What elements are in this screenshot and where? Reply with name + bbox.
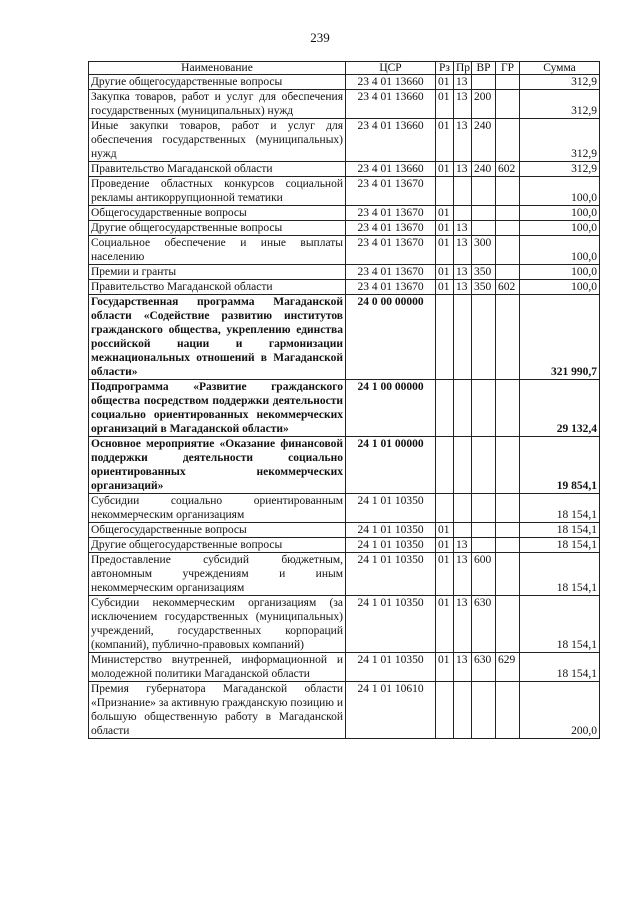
cell-csr: 23 4 01 13670: [346, 280, 436, 295]
cell-pr: [454, 206, 472, 221]
cell-sum: 321 990,7: [520, 295, 600, 380]
cell-csr: 23 4 01 13660: [346, 162, 436, 177]
cell-pr: 13: [454, 653, 472, 682]
cell-rz: [436, 380, 454, 437]
cell-vr: 200: [472, 90, 496, 119]
cell-csr: 24 1 01 00000: [346, 437, 436, 494]
cell-vr: [472, 177, 496, 206]
cell-vr: 350: [472, 265, 496, 280]
cell-name: Субсидии некоммерческим организациям (за исключением государственных (муниципальных) учреждений, государственных корпораций (компаний), публично-правовых компаний): [89, 596, 346, 653]
cell-sum: 100,0: [520, 280, 600, 295]
page-number: 239: [310, 30, 330, 45]
header-sum: Сумма: [520, 62, 600, 75]
cell-gr: [496, 221, 520, 236]
cell-csr: 23 4 01 13660: [346, 90, 436, 119]
cell-vr: [472, 682, 496, 739]
cell-name: Другие общегосударственные вопросы: [89, 538, 346, 553]
cell-pr: 13: [454, 90, 472, 119]
cell-gr: [496, 682, 520, 739]
cell-vr: [472, 75, 496, 90]
cell-gr: [496, 380, 520, 437]
cell-csr: 24 1 01 10610: [346, 682, 436, 739]
table-row: [89, 380, 600, 437]
cell-pr: [454, 295, 472, 380]
cell-rz: 01: [436, 538, 454, 553]
cell-vr: [472, 295, 496, 380]
cell-gr: [496, 538, 520, 553]
cell-rz: 01: [436, 265, 454, 280]
cell-rz: 01: [436, 206, 454, 221]
header-pr: Пр: [454, 62, 472, 75]
cell-rz: 01: [436, 596, 454, 653]
cell-gr: [496, 119, 520, 162]
cell-csr: 24 1 01 10350: [346, 494, 436, 523]
table-row: [89, 653, 600, 682]
cell-rz: [436, 682, 454, 739]
cell-sum: 100,0: [520, 221, 600, 236]
cell-name: Общегосударственные вопросы: [89, 523, 346, 538]
cell-rz: 01: [436, 162, 454, 177]
cell-sum: 100,0: [520, 206, 600, 221]
cell-sum: 312,9: [520, 119, 600, 162]
cell-csr: 24 1 00 00000: [346, 380, 436, 437]
cell-vr: 300: [472, 236, 496, 265]
cell-csr: 23 4 01 13670: [346, 265, 436, 280]
cell-gr: [496, 596, 520, 653]
cell-gr: [496, 295, 520, 380]
table-row: [89, 162, 600, 177]
cell-rz: 01: [436, 280, 454, 295]
table-row: [89, 437, 600, 494]
table-row: [89, 119, 600, 162]
cell-csr: 24 1 01 10350: [346, 596, 436, 653]
cell-name: Другие общегосударственные вопросы: [89, 221, 346, 236]
cell-gr: [496, 236, 520, 265]
cell-vr: [472, 538, 496, 553]
cell-csr: 24 1 01 10350: [346, 653, 436, 682]
header-vr: ВР: [472, 62, 496, 75]
cell-csr: 24 1 01 10350: [346, 553, 436, 596]
table-row: [89, 206, 600, 221]
budget-table: [88, 61, 600, 739]
cell-gr: 602: [496, 280, 520, 295]
cell-sum: 18 154,1: [520, 596, 600, 653]
cell-vr: [472, 380, 496, 437]
cell-rz: 01: [436, 236, 454, 265]
table-body: [89, 75, 600, 739]
cell-rz: [436, 437, 454, 494]
cell-pr: 13: [454, 596, 472, 653]
table-row: [89, 177, 600, 206]
cell-csr: 23 4 01 13670: [346, 236, 436, 265]
cell-name: Государственная программа Магаданской области «Содействие развитию институтов гражданского общества, укреплению единства российской нации и гармонизации межнациональных отношений в Магаданской области»: [89, 295, 346, 380]
cell-sum: 18 154,1: [520, 523, 600, 538]
cell-gr: [496, 265, 520, 280]
cell-sum: 18 154,1: [520, 553, 600, 596]
cell-pr: [454, 380, 472, 437]
cell-vr: [472, 206, 496, 221]
table-row: [89, 494, 600, 523]
cell-name: Премия губернатора Магаданской области «Признание» за активную гражданскую позицию и большую общественную работу в Магаданской области: [89, 682, 346, 739]
cell-rz: 01: [436, 90, 454, 119]
table-row: [89, 682, 600, 739]
cell-pr: [454, 523, 472, 538]
cell-vr: [472, 494, 496, 523]
table-row: [89, 553, 600, 596]
table-row: [89, 90, 600, 119]
cell-vr: 630: [472, 653, 496, 682]
cell-pr: 13: [454, 265, 472, 280]
cell-pr: 13: [454, 236, 472, 265]
cell-vr: 630: [472, 596, 496, 653]
cell-rz: 01: [436, 119, 454, 162]
cell-pr: 13: [454, 538, 472, 553]
cell-csr: 24 1 01 10350: [346, 523, 436, 538]
cell-sum: 100,0: [520, 265, 600, 280]
cell-name: Предоставление субсидий бюджетным, автономным учреждениям и иным некоммерческим организациям: [89, 553, 346, 596]
cell-name: Другие общегосударственные вопросы: [89, 75, 346, 90]
cell-name: Основное мероприятие «Оказание финансовой поддержки деятельности социально ориентированных некоммерческих организаций»: [89, 437, 346, 494]
cell-pr: 13: [454, 553, 472, 596]
cell-name: Министерство внутренней, информационной и молодежной политики Магаданской области: [89, 653, 346, 682]
table-row: [89, 523, 600, 538]
cell-gr: [496, 553, 520, 596]
cell-sum: 312,9: [520, 90, 600, 119]
cell-vr: 600: [472, 553, 496, 596]
cell-pr: 13: [454, 221, 472, 236]
cell-gr: [496, 75, 520, 90]
cell-name: Иные закупки товаров, работ и услуг для обеспечения государственных (муниципальных) нужд: [89, 119, 346, 162]
cell-gr: [496, 437, 520, 494]
table-row: [89, 75, 600, 90]
cell-pr: [454, 177, 472, 206]
table-row: [89, 538, 600, 553]
cell-sum: 29 132,4: [520, 380, 600, 437]
cell-rz: [436, 494, 454, 523]
cell-sum: 18 154,1: [520, 494, 600, 523]
table-row: [89, 221, 600, 236]
cell-csr: 23 4 01 13670: [346, 177, 436, 206]
cell-rz: 01: [436, 553, 454, 596]
cell-name: Подпрограмма «Развитие гражданского общества посредством поддержки деятельности социально ориентированных некоммерческих организаций в Магаданской области»: [89, 380, 346, 437]
cell-pr: [454, 494, 472, 523]
table-row: [89, 596, 600, 653]
cell-name: Правительство Магаданской области: [89, 280, 346, 295]
cell-pr: 13: [454, 162, 472, 177]
cell-csr: 23 4 01 13660: [346, 75, 436, 90]
cell-csr: 24 0 00 00000: [346, 295, 436, 380]
table-row: [89, 280, 600, 295]
cell-vr: 240: [472, 162, 496, 177]
cell-csr: 23 4 01 13670: [346, 221, 436, 236]
cell-gr: [496, 90, 520, 119]
table-row: [89, 265, 600, 280]
cell-csr: 24 1 01 10350: [346, 538, 436, 553]
cell-sum: 100,0: [520, 177, 600, 206]
cell-csr: 23 4 01 13660: [346, 119, 436, 162]
cell-rz: [436, 295, 454, 380]
table-row: [89, 236, 600, 265]
header-csr: ЦСР: [346, 62, 436, 75]
cell-name: Субсидии социально ориентированным некоммерческим организациям: [89, 494, 346, 523]
cell-sum: 18 154,1: [520, 653, 600, 682]
cell-name: Правительство Магаданской области: [89, 162, 346, 177]
cell-sum: 19 854,1: [520, 437, 600, 494]
cell-gr: 602: [496, 162, 520, 177]
cell-gr: [496, 177, 520, 206]
cell-pr: 13: [454, 119, 472, 162]
table-header-row: [89, 62, 600, 75]
cell-name: Премии и гранты: [89, 265, 346, 280]
cell-sum: 18 154,1: [520, 538, 600, 553]
cell-name: Общегосударственные вопросы: [89, 206, 346, 221]
cell-gr: [496, 523, 520, 538]
cell-sum: 312,9: [520, 162, 600, 177]
cell-vr: [472, 437, 496, 494]
cell-pr: [454, 682, 472, 739]
cell-name: Проведение областных конкурсов социальной рекламы антикоррупционной тематики: [89, 177, 346, 206]
cell-pr: 13: [454, 75, 472, 90]
cell-pr: [454, 437, 472, 494]
cell-csr: 23 4 01 13670: [346, 206, 436, 221]
cell-name: Социальное обеспечение и иные выплаты населению: [89, 236, 346, 265]
cell-gr: [496, 206, 520, 221]
cell-sum: 100,0: [520, 236, 600, 265]
cell-rz: [436, 177, 454, 206]
cell-rz: 01: [436, 523, 454, 538]
cell-gr: 629: [496, 653, 520, 682]
cell-vr: 240: [472, 119, 496, 162]
cell-sum: 312,9: [520, 75, 600, 90]
header-gr: ГР: [496, 62, 520, 75]
cell-vr: [472, 221, 496, 236]
cell-name: Закупка товаров, работ и услуг для обеспечения государственных (муниципальных) нужд: [89, 90, 346, 119]
cell-rz: 01: [436, 75, 454, 90]
cell-sum: 200,0: [520, 682, 600, 739]
cell-rz: 01: [436, 653, 454, 682]
cell-gr: [496, 494, 520, 523]
header-name: Наименование: [89, 62, 346, 75]
table-row: [89, 295, 600, 380]
cell-rz: 01: [436, 221, 454, 236]
cell-vr: 350: [472, 280, 496, 295]
cell-vr: [472, 523, 496, 538]
header-rz: Рз: [436, 62, 454, 75]
cell-pr: 13: [454, 280, 472, 295]
